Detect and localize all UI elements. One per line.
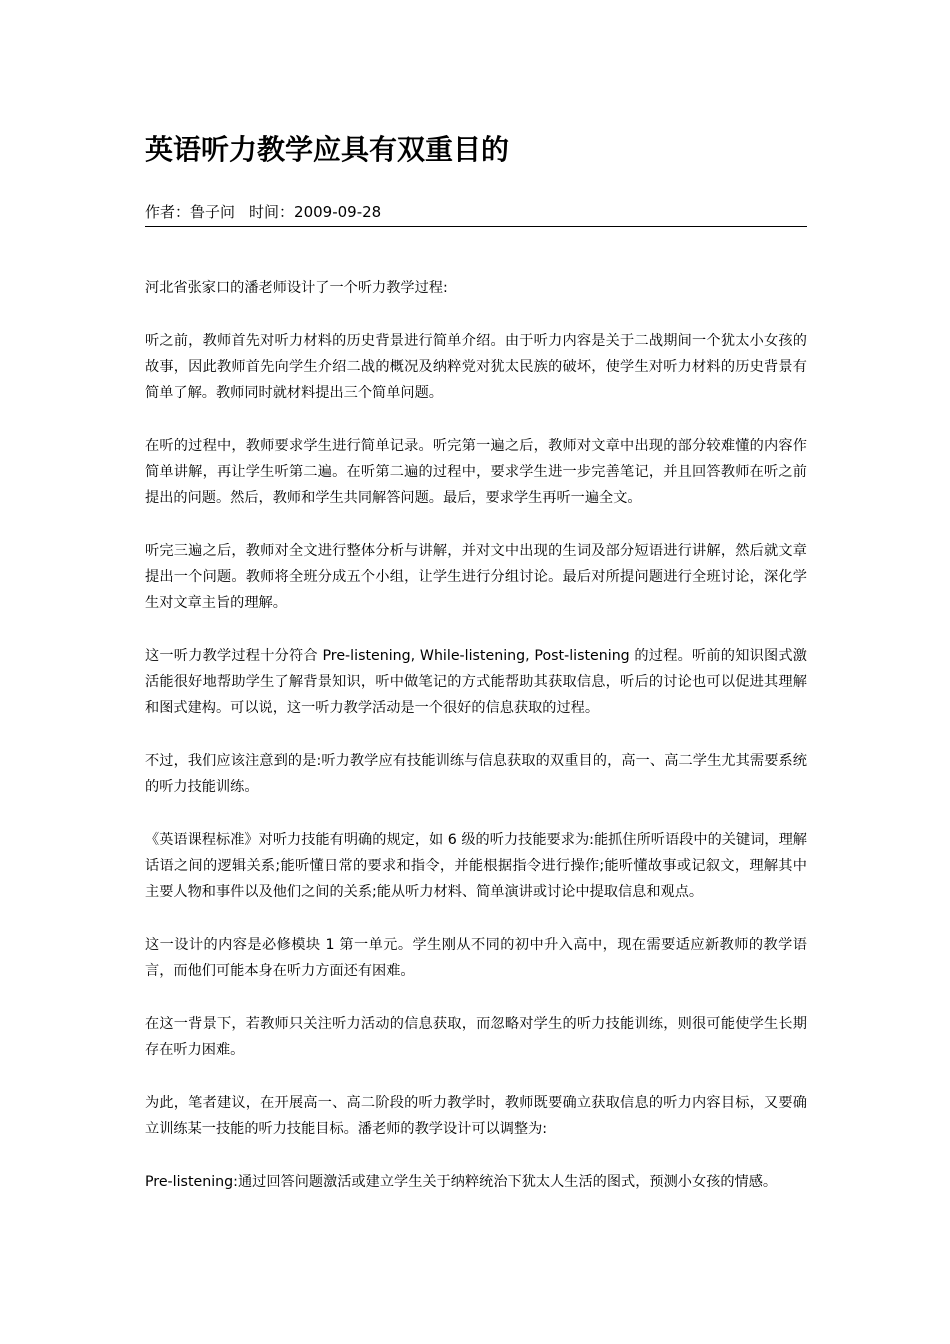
paragraph: 在这一背景下，若教师只关注听力活动的信息获取，而忽略对学生的听力技能训练，则很可能使学生长期存在听力困难。 bbox=[145, 1016, 807, 1058]
publish-date: 2009-09-28 bbox=[294, 203, 382, 221]
paragraph: 为此，笔者建议，在开展高一、高二阶段的听力教学时，教师既要确立获取信息的听力内容目标，又要确立训练某一技能的听力技能目标。潘老师的教学设计可以调整为: bbox=[145, 1095, 807, 1137]
article-title: 英语听力教学应具有双重目的 bbox=[145, 133, 510, 166]
author-name: 鲁子问 bbox=[190, 203, 236, 221]
paragraph: 不过，我们应该注意到的是:听力教学应有技能训练与信息获取的双重目的，高一、高二学生尤其需要系统的听力技能训练。 bbox=[145, 753, 807, 795]
paragraph: 河北省张家口的潘老师设计了一个听力教学过程: bbox=[145, 280, 448, 296]
paragraph: 这一设计的内容是必修模块 1 第一单元。学生刚从不同的初中升入高中，现在需要适应新教师的教学语言，而他们可能本身在听力方面还有困难。 bbox=[145, 937, 807, 979]
author-label: 作者： bbox=[145, 203, 191, 221]
article-body bbox=[145, 275, 807, 1195]
paragraph: Pre-listening:通过回答问题激活或建立学生关于纳粹统治下犹太人生活的图式，预测小女孩的情感。 bbox=[145, 1174, 778, 1190]
paragraph: 《英语课程标准》对听力技能有明确的规定，如 6 级的听力技能要求为:能抓住所听语段中的关键词，理解话语之间的逻辑关系;能听懂日常的要求和指令，并能根据指令进行操作;能听懂故事或记叙文，理解其中主要人物和事件以及他们之间的关系;能从听力材料、简单演讲或讨论中提取信息和观点。 bbox=[145, 832, 807, 900]
paragraph: 在听的过程中，教师要求学生进行简单记录。听完第一遍之后，教师对文章中出现的部分较难懂的内容作简单讲解，再让学生听第二遍。在听第二遍的过程中，要求学生进一步完善笔记，并且回答教师在听之前提出的问题。然后，教师和学生共同解答问题。最后，要求学生再听一遍全文。 bbox=[145, 438, 807, 506]
article-meta bbox=[145, 200, 807, 227]
time-label: 时间： bbox=[249, 203, 295, 221]
document-page bbox=[145, 130, 807, 1222]
paragraph: 听之前，教师首先对听力材料的历史背景进行简单介绍。由于听力内容是关于二战期间一个犹太小女孩的故事，因此教师首先向学生介绍二战的概况及纳粹党对犹太民族的破坏，使学生对听力材料的历史背景有简单了解。教师同时就材料提出三个简单问题。 bbox=[145, 333, 807, 401]
paragraph: 听完三遍之后，教师对全文进行整体分析与讲解，并对文中出现的生词及部分短语进行讲解，然后就文章提出一个问题。教师将全班分成五个小组，让学生进行分组讨论。最后对所提问题进行全班讨论，深化学生对文章主旨的理解。 bbox=[145, 543, 807, 611]
paragraph: 这一听力教学过程十分符合 Pre-listening, While-listening, Post-listening 的过程。听前的知识图式激活能很好地帮助学生了解背景知识，听中做笔记的方式能帮助其获取信息，听后的讨论也可以促进其理解和图式建构。可以说，这一听力教学活动是一个很好的信息获取的过程。 bbox=[145, 648, 807, 716]
